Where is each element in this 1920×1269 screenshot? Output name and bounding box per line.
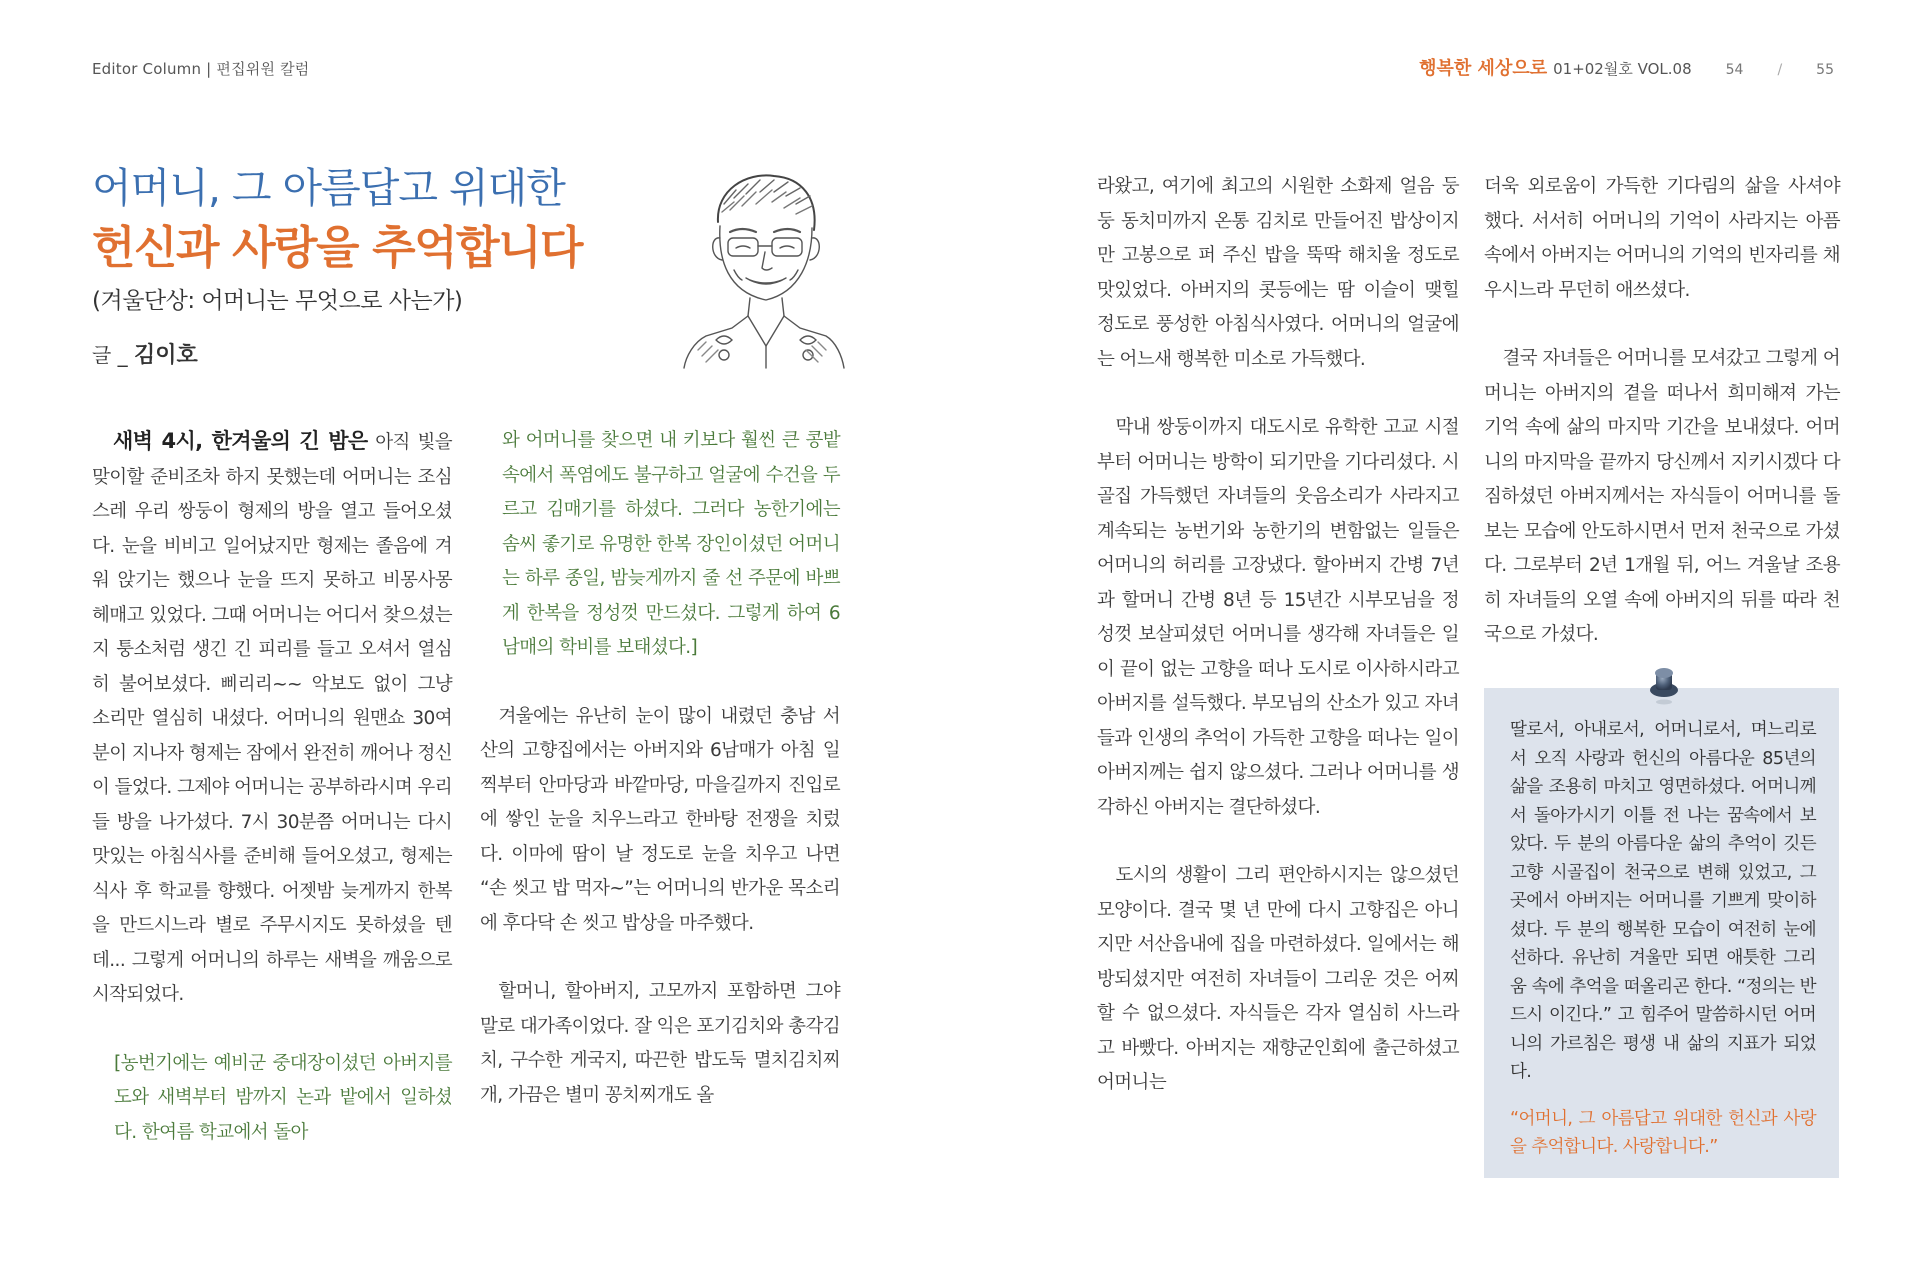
article-column-3 bbox=[1097, 170, 1459, 1135]
paragraph: 라왔고, 여기에 최고의 시원한 소화제 얼음 둥둥 동치미까지 온통 김치로 만들어진 밥상이지만 고봉으로 퍼 주신 밥을 뚝딱 해치울 정도로 맛있었다. 아버지의 콧등에는 땀 이슬이 맺힐 정도로 풍성한 아침식사였다. 어머니의 얼굴에는 어느새 행복한 미소로 가득했다. bbox=[1097, 176, 1459, 370]
page-separator: / bbox=[1777, 62, 1783, 78]
green-aside: [농번기에는 예비군 중대장이셨던 아버지를 도와 새벽부터 밤까지 논과 밭에서 일하셨다. 한여름 학교에서 돌아 bbox=[114, 1052, 452, 1143]
paragraph: 막내 쌍둥이까지 대도시로 유학한 고교 시절부터 어머니는 방학이 되기만을 기다리셨다. 시골집 가득했던 자녀들의 웃음소리가 사라지고 계속되는 농번기와 농한기의 변함없는 일들은 어머니의 허리를 고장냈다. 할아버지 간병 7년과 할머니 간병 8년 등 15년간 시부모님을 정성껏 보살피셨던 어머니를 생각해 자녀들은 일이 끝이 없는 고향을 떠나 도시로 이사하시라고 아버지를 설득했다. 부모님의 산소가 있고 자녀들과 인생의 추억이 가득한 고향을 떠나는 일이 아버지께는 쉽지 않으셨다. 그러나 어머니를 생각하신 아버지는 결단하셨다. bbox=[1097, 417, 1459, 818]
article-title-line1: 어머니, 그 아름답고 위대한 bbox=[92, 164, 565, 212]
author-name: 김이호 bbox=[134, 343, 198, 368]
byline bbox=[92, 338, 198, 369]
article-column-1 bbox=[92, 424, 452, 1184]
paragraph: 할머니, 할아버지, 고모까지 포함하면 그야말로 대가족이었다. 잘 익은 포기김치와 총각김치, 구수한 게국지, 따끈한 밥도둑 멸치김치찌개, 가끔은 별미 꽁치찌개도 올 bbox=[480, 981, 840, 1106]
quote-text bbox=[1510, 716, 1816, 1180]
page-number-left: 54 bbox=[1725, 62, 1744, 78]
article-column-2 bbox=[480, 424, 840, 1147]
paragraph-text: 아직 빛을 맞이할 준비조차 하지 못했는데 어머니는 조심스레 우리 쌍둥이 형제의 방을 열고 들어오셨다. 눈을 비비고 일어났지만 형제는 졸음에 겨워 앉기는 했으나 눈을 뜨지 못하고 비몽사몽 헤매고 있었다. 그때 어머니는 어디서 찾으셨는지 퉁소처럼 생긴 긴 피리를 들고 오셔서 열심히 불어보셨다. 삐리리~~ 악보도 없이 그냥 소리만 열심히 내셨다. 어머니의 원맨쇼 30여분이 지나자 형제는 잠에서 완전히 깨어나 정신이 들었다. 그제야 어머니는 공부하라시며 우리들 방을 나가셨다. 7시 30분쯤 어머니는 다시 맛있는 아침식사를 준비해 들어오셨고, 형제는 식사 후 학교를 향했다. 어젯밤 늦게까지 한복을 만드시느라 별로 주무시지도 못하셨을 텐데... 그렇게 어머니의 하루는 새벽을 깨움으로 시작되었다. bbox=[92, 432, 452, 1005]
paragraph: 겨울에는 유난히 눈이 많이 내렸던 충남 서산의 고향집에서는 아버지와 6남매가 아침 일찍부터 안마당과 바깥마당, 마을길까지 진입로에 쌓인 눈을 치우느라고 한바탕 전쟁을 치렀다. 이마에 땀이 날 정도로 눈을 치우고 나면 “손 씻고 밥 먹자~”는 어머니의 반가운 목소리에 후다닥 손 씻고 밥상을 마주했다. bbox=[480, 705, 840, 934]
article-column-4 bbox=[1484, 170, 1840, 687]
byline-prefix: 글 _ bbox=[92, 343, 135, 367]
magazine-brand: 행복한 세상으로 bbox=[1419, 58, 1548, 79]
section-label: Editor Column | 편집위원 칼럼 bbox=[92, 60, 310, 78]
paragraph: 결국 자녀들은 어머니를 모셔갔고 그렇게 어머니는 아버지의 곁을 떠나서 희미해져 가는 기억 속에 삶의 마지막 기간을 보내셨다. 어머니의 마지막을 끝까지 당신께서 지키시겠다 다짐하셨던 아버지께서는 자식들이 어머니를 돌보는 모습에 안도하시면서 먼저 천국으로 가셨다. 그로부터 2년 1개월 뒤, 어느 겨울날 조용히 자녀들의 오열 속에 아버지의 뒤를 따라 천국으로 가셨다. bbox=[1484, 348, 1840, 645]
article-subtitle: (겨울단상: 어머니는 무엇으로 사는가) bbox=[92, 288, 463, 314]
paragraph bbox=[92, 424, 452, 1013]
magazine-header bbox=[1419, 54, 1834, 80]
page-number-right: 55 bbox=[1816, 62, 1834, 78]
lead-phrase: 새벽 4시, 한겨울의 긴 밤은 bbox=[113, 429, 368, 453]
issue-label: 01+02월호 VOL.08 bbox=[1553, 60, 1692, 78]
green-aside-continued: 와 어머니를 찾으면 내 키보다 훨씬 큰 콩밭 속에서 폭염에도 불구하고 얼굴에 수건을 두르고 김매기를 하셨다. 그러다 농한기에는 솜씨 좋기로 유명한 한복 장인이셨던 어머니는 하루 종일, 밤늦게까지 줄 선 주문에 바쁘게 한복을 정성껏 만드셨다. 그렇게 하여 6남매의 학비를 보태셨다.] bbox=[502, 430, 840, 658]
article-title-line2: 헌신과 사랑을 추억합니다 bbox=[92, 221, 583, 274]
pushpin-icon bbox=[1647, 664, 1681, 708]
quote-closing: “어머니, 그 아름답고 위대한 헌신과 사랑을 추억합니다. 사랑합니다.” bbox=[1510, 1108, 1816, 1157]
quote-body: 딸로서, 아내로서, 어머니로서, 며느리로서 오직 사랑과 헌신의 아름다운 85년의 삶을 조용히 마치고 영면하셨다. 어머니께서 돌아가시기 이틀 전 나는 꿈속에서 보았다. 두 분의 아름다운 삶의 추억이 깃든 고향 시골집이 천국으로 변해 있었고, 그 곳에서 아버지는 어머니를 기쁘게 맞이하셨다. 두 분의 행복한 모습이 여전히 눈에 선하다. 유난히 겨울만 되면 애틋한 그리움 속에 추억을 떠올리곤 한다. “정의는 반드시 이긴다.” 고 힘주어 말씀하시던 어머니의 가르침은 평생 내 삶의 지표가 되었다. bbox=[1510, 720, 1816, 1082]
paragraph: 더욱 외로움이 가득한 기다림의 삶을 사셔야 했다. 서서히 어머니의 기억이 사라지는 아픔 속에서 아버지는 어머니의 기억의 빈자리를 채우시느라 무던히 애쓰셨다. bbox=[1484, 176, 1840, 301]
author-portrait bbox=[676, 160, 846, 370]
paragraph: 도시의 생활이 그리 편안하시지는 않으셨던 모양이다. 결국 몇 년 만에 다시 고향집은 아니지만 서산읍내에 집을 마련하셨다. 일에서는 해방되셨지만 여전히 자녀들이 그리운 것은 어찌할 수 없으셨다. 자식들은 각자 열심히 사느라고 바빴다. 아버지는 재향군인회에 출근하셨고 어머니는 bbox=[1097, 865, 1459, 1093]
